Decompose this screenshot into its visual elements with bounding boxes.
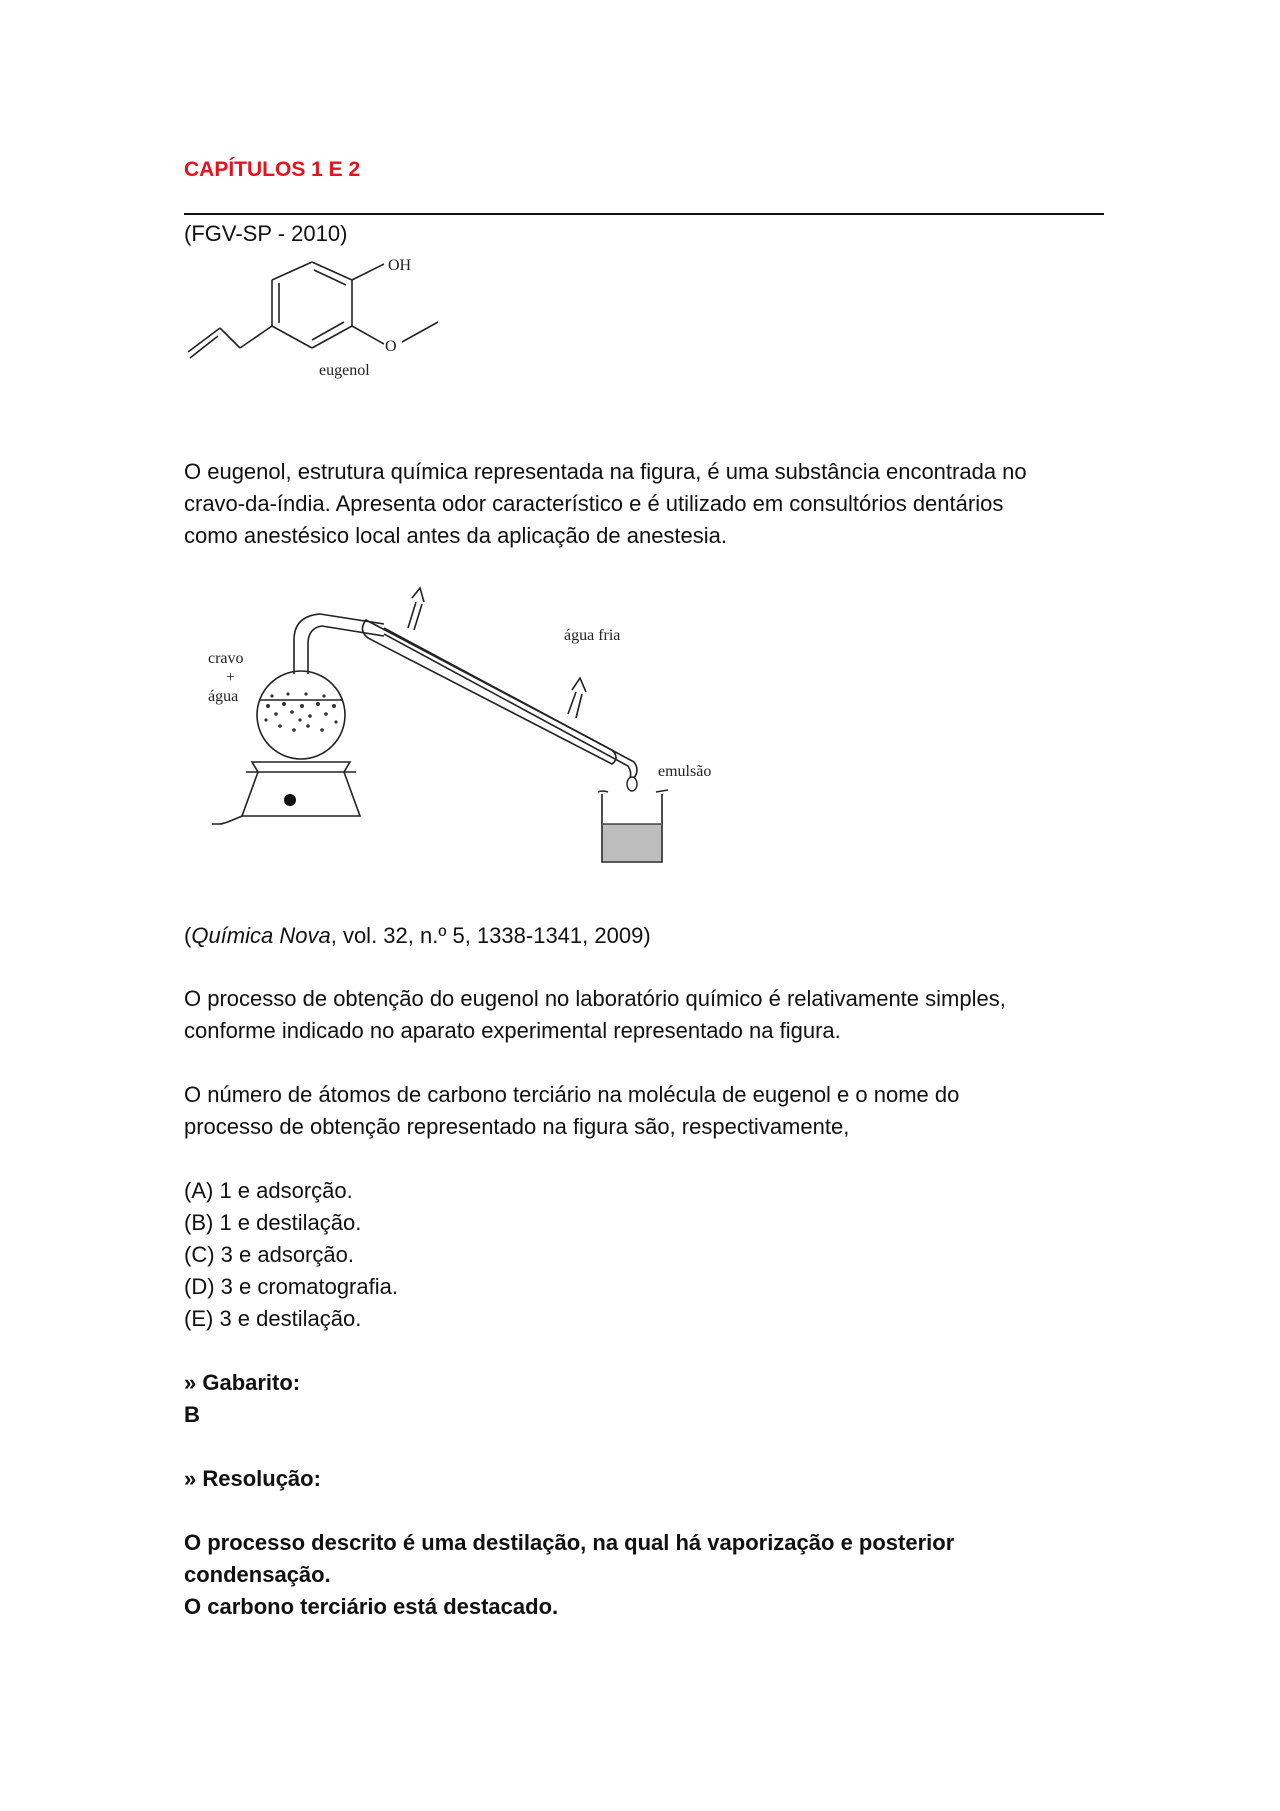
option-e: (E) 3 e destilação. <box>184 1306 362 1331</box>
intro-line: cravo-da-índia. Apresenta odor característico e é utilizado em consultórios dentários <box>184 491 1004 516</box>
citation-rest: , vol. 32, n.º 5, 1338-1341, 2009) <box>330 923 651 948</box>
process-paragraph <box>184 983 1104 1047</box>
option-b: (B) 1 e destilação. <box>184 1210 362 1235</box>
o-label: O <box>385 338 397 355</box>
label-cravo: cravo <box>208 650 244 667</box>
citation-journal: Química Nova <box>191 923 331 948</box>
options-list <box>184 1175 1104 1335</box>
question-paragraph <box>184 1079 1104 1143</box>
question-source: (FGV-SP - 2010) <box>184 221 348 246</box>
chapter-heading: CAPÍTULOS 1 E 2 <box>184 158 361 181</box>
distillation-apparatus-figure <box>184 580 744 880</box>
intro-paragraph <box>184 456 1104 552</box>
citation-open: ( <box>184 923 192 948</box>
resolution-label: » Resolução: <box>184 1466 321 1491</box>
resolution-text <box>184 1527 1104 1623</box>
process-line: O processo de obtenção do eugenol no laboratório químico é relativamente simples, <box>184 986 1006 1011</box>
oh-label: OH <box>388 257 412 274</box>
horizontal-rule <box>184 213 1104 215</box>
document-page <box>184 0 1104 1811</box>
answer-value: B <box>184 1402 200 1427</box>
answer-label: » Gabarito: <box>184 1370 301 1395</box>
option-d: (D) 3 e cromatografia. <box>184 1274 398 1299</box>
option-a: (A) 1 e adsorção. <box>184 1178 353 1203</box>
eugenol-label: eugenol <box>319 362 370 379</box>
eugenol-structure-figure <box>184 250 484 400</box>
question-line: processo de obtenção representado na figura são, respectivamente, <box>184 1114 850 1139</box>
process-line: conforme indicado no aparato experimental representado na figura. <box>184 1018 841 1043</box>
intro-line: como anestésico local antes da aplicação de anestesia. <box>184 523 728 548</box>
resolution-line: O carbono terciário está destacado. <box>184 1594 559 1619</box>
resolution-line: O processo descrito é uma destilação, na qual há vaporização e posterior <box>184 1530 955 1555</box>
citation <box>184 920 1104 952</box>
label-emulsao: emulsão <box>658 763 712 780</box>
label-plus: + <box>226 669 236 686</box>
label-agua-fria: água fria <box>564 627 621 644</box>
intro-line: O eugenol, estrutura química representada na figura, é uma substância encontrada no <box>184 459 1027 484</box>
label-agua: água <box>208 688 239 705</box>
option-c: (C) 3 e adsorção. <box>184 1242 354 1267</box>
answer-block <box>184 1367 1104 1431</box>
resolution-line: condensação. <box>184 1562 331 1587</box>
question-line: O número de átomos de carbono terciário na molécula de eugenol e o nome do <box>184 1082 960 1107</box>
